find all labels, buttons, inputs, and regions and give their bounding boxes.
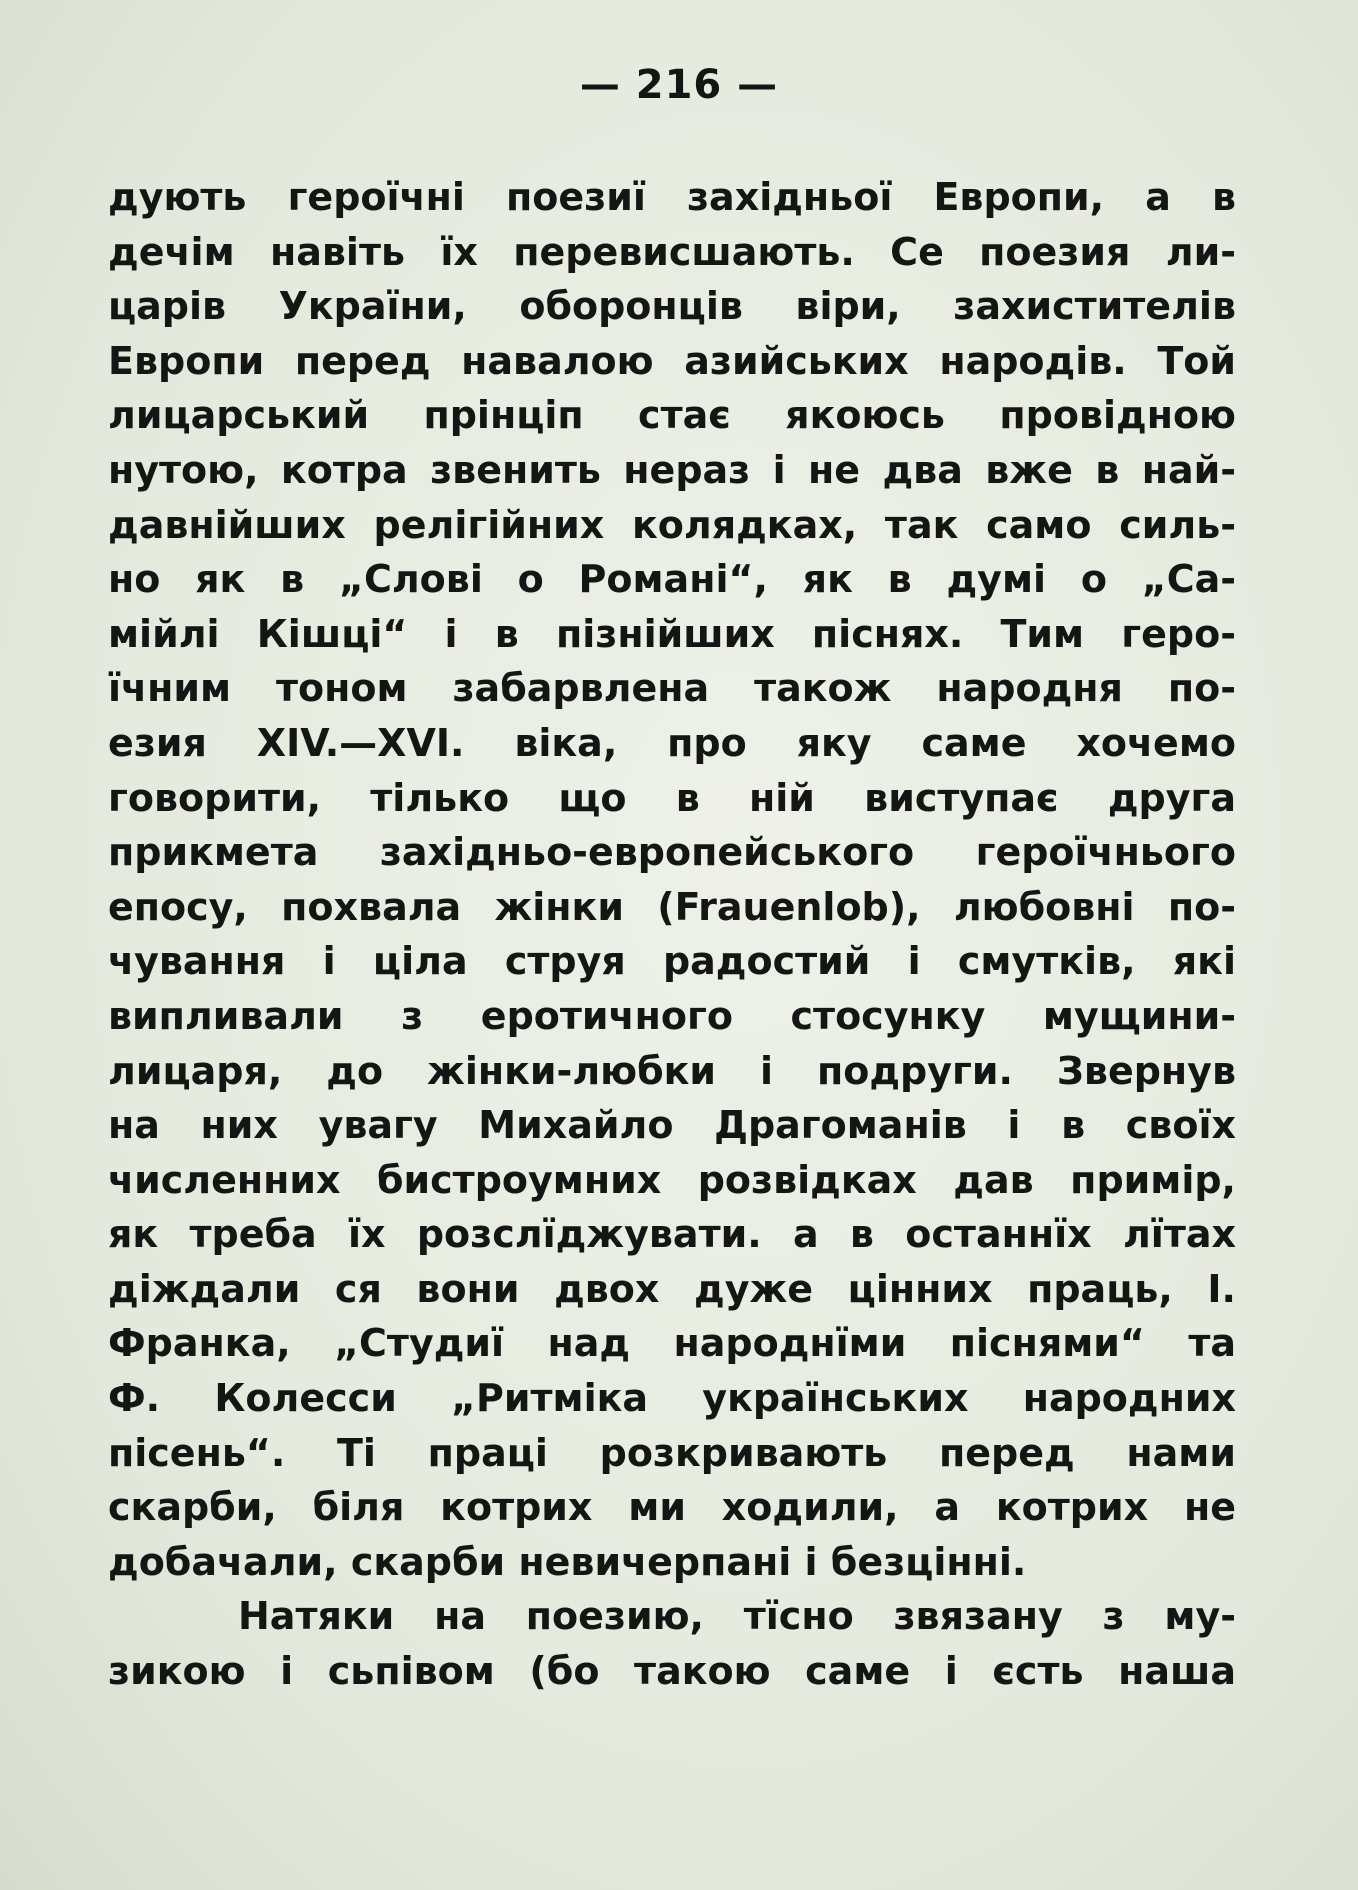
text-line: давнійших релігійних колядках, так само силь- <box>108 502 1236 547</box>
text-line: дечім навіть їх перевисшають. Се поезия ли- <box>108 229 1236 274</box>
text-line: прикмета західньо-европейського героїчнього <box>108 830 1236 875</box>
text-line: царів України, оборонців віри, захистителів <box>108 284 1236 329</box>
text-line: як треба їх розслїджувати. а в останнїх лїтах <box>108 1212 1236 1257</box>
text-line: мійлі Кішці“ і в пізнійших піснях. Тим геро- <box>108 611 1236 656</box>
text-line: Франка, „Студиї над народнїми піснями“ та <box>108 1321 1236 1366</box>
text-line: Натяки на поезию, тїсно звязану з му- <box>238 1594 1236 1639</box>
text-line: випливали з еротичного стосунку мущини- <box>108 993 1236 1038</box>
body-text <box>108 170 1236 1699</box>
text-line: но як в „Слові о Романі“, як в думі о „Са- <box>108 557 1236 602</box>
text-line: на них увагу Михайло Драгоманів і в своїх <box>108 1103 1236 1148</box>
text-line: добачали, скарби невичерпані і безцінні. <box>108 1539 1027 1584</box>
text-line: нутою, котра звенить нераз і не два вже в най- <box>108 447 1236 492</box>
text-line: лицарський прінціп стає якоюсь провідною <box>108 393 1236 438</box>
text-line: зикою і сьпівом (бо такою саме і єсть наша <box>108 1649 1236 1694</box>
text-line: пісень“. Ті праці розкривають перед нами <box>108 1430 1236 1475</box>
text-line: діждали ся вони двох дуже цінних праць, І. <box>108 1266 1236 1311</box>
page-number: — 216 — <box>579 62 779 108</box>
text-line: Европи перед навалою азийських народів. Той <box>108 338 1236 383</box>
text-line: чування і ціла струя радостий і смутків, які <box>108 939 1236 984</box>
text-line: їчним тоном забарвлена також народня по- <box>108 666 1236 711</box>
text-line: Ф. Колесси „Ритміка українських народних <box>108 1376 1236 1421</box>
text-line: епосу, похвала жінки (Frauenlob), любовні по- <box>108 884 1236 929</box>
text-line: говорити, тілько що в ній виступає друга <box>108 775 1236 820</box>
text-line: скарби, біля котрих ми ходили, а котрих не <box>108 1485 1236 1530</box>
text-line: лицаря, до жінки-любки і подруги. Звернув <box>108 1048 1236 1093</box>
text-line: дують героїчні поезиї західньої Европи, а в <box>108 175 1236 219</box>
text-line: езия XIV.—XVI. віка, про яку саме хочемо <box>108 720 1236 765</box>
text-line: численних бистроумних розвідках дав примір, <box>108 1157 1236 1202</box>
